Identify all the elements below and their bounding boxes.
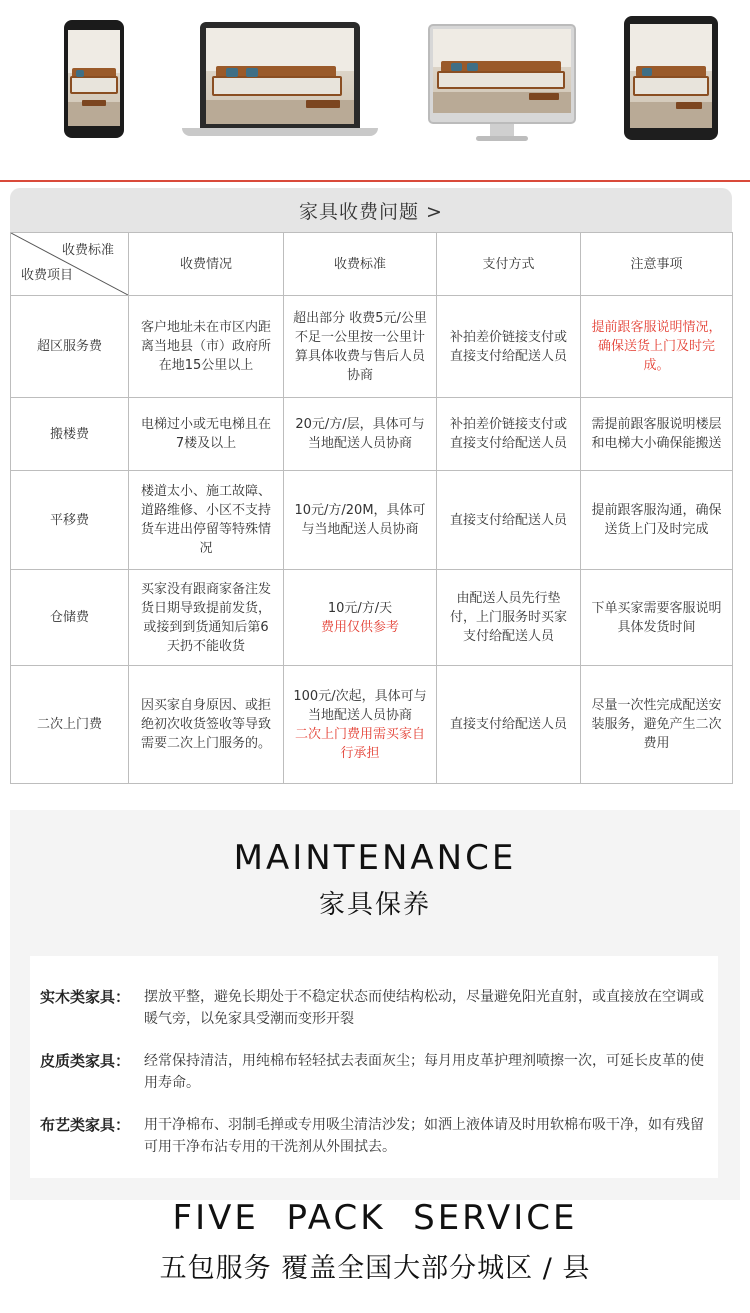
- row-note: 尽量一次性完成配送安装服务，避免产生二次费用: [581, 666, 733, 784]
- list-item: [40, 986, 706, 1030]
- table-header-row: [11, 233, 733, 296]
- row-standard: 超出部分 收费5元/公里不足一公里按一公里计算具体收费与售后人员协商: [284, 296, 437, 398]
- sofa-photo: [68, 30, 120, 126]
- row-item: 仓储费: [11, 570, 129, 666]
- five-pack-title-cn: 五包服务 覆盖全国大部分城区 / 县: [159, 1253, 591, 1284]
- sofa-photo: [630, 24, 712, 128]
- row-situation: 买家没有跟商家备注发货日期导致提前发货，或接到到货通知后第6天扔不能收货: [129, 570, 284, 666]
- row-standard-note: 二次上门费用需买家自行承担: [294, 726, 425, 761]
- list-item: [40, 1114, 706, 1158]
- row-standard: 100元/次起，具体可与当地配送人员协商: [293, 688, 427, 723]
- laptop-device: [182, 22, 378, 140]
- five-pack-title-en: FIVE PACK SERVICE: [172, 1198, 578, 1238]
- row-standard: 10元/方/天: [327, 600, 393, 616]
- row-item: 超区服务费: [11, 296, 129, 398]
- care-label: 布艺类家具：: [40, 1116, 131, 1134]
- row-item: 平移费: [11, 471, 129, 570]
- list-item: [40, 1050, 706, 1094]
- row-note: 下单买家需要客服说明具体发货时间: [581, 570, 733, 666]
- care-text: 经常保持清洁，用纯棉布轻轻拭去表面灰尘；每月用皮革护理剂喷擦一次，可延长皮革的使用寿命。: [144, 1053, 704, 1091]
- row-situation: 客户地址未在市区内距离当地县（市）政府所在地15公里以上: [129, 296, 284, 398]
- table-row: [11, 296, 733, 398]
- maintenance-section: [10, 810, 740, 1200]
- row-note: 提前跟客服沟通，确保送货上门及时完成: [581, 471, 733, 570]
- row-standard-cell: [284, 666, 437, 784]
- header-cell: 收费标准: [284, 233, 437, 296]
- charges-title: 家具收费问题 >: [10, 188, 732, 232]
- row-standard-cell: [284, 570, 437, 666]
- row-standard-note: 费用仅供参考: [320, 619, 399, 635]
- row-standard: 20元/方/层，具体可与当地配送人员协商: [284, 398, 437, 471]
- header-cell: 注意事项: [581, 233, 733, 296]
- device-banner: [0, 0, 750, 180]
- header-cell: 支付方式: [437, 233, 581, 296]
- care-label: 实木类家具：: [40, 988, 131, 1006]
- row-note: 需提前跟客服说明楼层和电梯大小确保能搬送: [581, 398, 733, 471]
- row-payment: 直接支付给配送人员: [437, 666, 581, 784]
- header-charge-standard: 收费标准: [61, 243, 114, 258]
- care-text: 用干净棉布、羽制毛掸或专用吸尘清洁沙发；如洒上液体请及时用软棉布吸干净，如有残留可用干净布沾专用的干洗剂从外围拭去。: [144, 1117, 704, 1155]
- charges-table: [10, 232, 733, 784]
- row-note: 提前跟客服说明情况，确保送货上门及时完成。: [581, 296, 733, 398]
- monitor-device: [428, 24, 576, 144]
- care-label: 皮质类家具：: [40, 1052, 131, 1070]
- row-situation: 电梯过小或无电梯且在7楼及以上: [129, 398, 284, 471]
- maintenance-title-en: MAINTENANCE: [233, 838, 517, 878]
- table-row: [11, 666, 733, 784]
- table-row: [11, 570, 733, 666]
- maintenance-title-cn: 家具保养: [318, 890, 431, 920]
- row-standard: 10元/方/20M，具体可与当地配送人员协商: [284, 471, 437, 570]
- phone-device: [64, 20, 124, 138]
- table-row: [11, 471, 733, 570]
- row-situation: 因买家自身原因、或拒绝初次收货签收等导致需要二次上门服务的。: [129, 666, 284, 784]
- diagonal-header-cell: [11, 233, 129, 296]
- sofa-photo: [433, 29, 571, 113]
- maintenance-card: [30, 956, 718, 1178]
- row-payment: 直接支付给配送人员: [437, 471, 581, 570]
- row-situation: 楼道太小、施工故障、道路维修、小区不支持货车进出停留等特殊情况: [129, 471, 284, 570]
- charges-section: [10, 188, 732, 788]
- row-payment: 由配送人员先行垫付，上门服务时买家支付给配送人员: [437, 570, 581, 666]
- sofa-photo: [206, 28, 354, 124]
- tablet-device: [624, 16, 718, 140]
- row-payment: 补拍差价链接支付或直接支付给配送人员: [437, 398, 581, 471]
- header-cell: 收费情况: [129, 233, 284, 296]
- row-item: 搬楼费: [11, 398, 129, 471]
- row-payment: 补拍差价链接支付或直接支付给配送人员: [437, 296, 581, 398]
- header-charge-item: 收费项目: [21, 268, 74, 283]
- row-item: 二次上门费: [11, 666, 129, 784]
- banner-divider: [0, 180, 750, 182]
- table-row: [11, 398, 733, 471]
- care-text: 摆放平整，避免长期处于不稳定状态而使结构松动，尽量避免阳光直射，或直接放在空调或暖气旁，以免家具受潮而变形开裂: [144, 989, 704, 1027]
